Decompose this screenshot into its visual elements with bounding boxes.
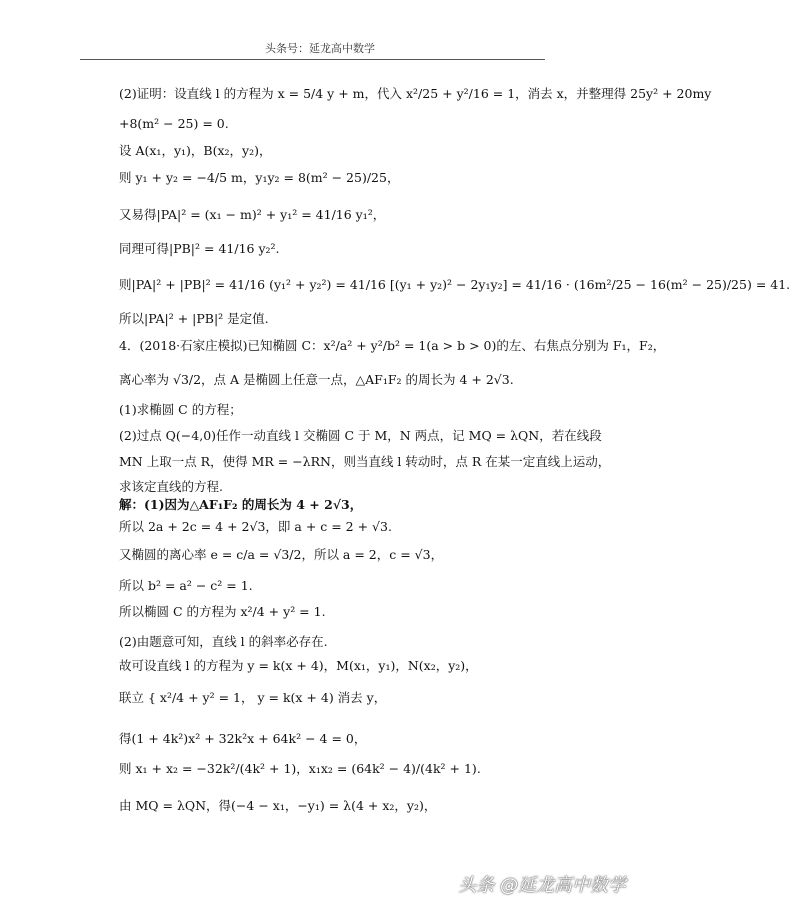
text-line: 所以椭圆 C 的方程为 x²/4 + y² = 1. [119, 604, 326, 619]
text-line: MN 上取一点 R，使得 MR = −λRN，则当直线 l 转动时，点 R 在某一定直线上运动， [119, 454, 611, 469]
text-line: 又易得|PA|² = (x₁ − m)² + y₁² = 41/16 y₁²， [119, 207, 386, 222]
watermark [458, 871, 626, 897]
text-line: 所以 b² = a² − c² = 1. [119, 578, 253, 593]
text-line: 联立 { x²/4 + y² = 1， y = k(x + 4) 消去 y， [119, 690, 387, 705]
text-line: 所以 2a + 2c = 4 + 2√3，即 a + c = 2 + √3. [119, 519, 392, 534]
text-line: 设 A(x₁，y₁)，B(x₂，y₂)， [119, 143, 272, 158]
text-line: 4．(2018·石家庄模拟)已知椭圆 C：x²/a² + y²/b² = 1(a > b > 0)的左、右焦点分别为 F₁，F₂， [119, 338, 666, 353]
text-line: 故可设直线 l 的方程为 y = k(x + 4)，M(x₁，y₁)，N(x₂，y₂)， [119, 658, 478, 673]
text-line: 得(1 + 4k²)x² + 32k²x + 64k² − 4 = 0， [119, 731, 367, 746]
text-line: 离心率为 √3/2，点 A 是椭圆上任意一点，△AF₁F₂ 的周长为 4 + 2√3. [119, 372, 514, 387]
watermark-text: 头条 @延龙高中数学 [458, 875, 626, 896]
text-line: (2)由题意可知，直线 l 的斜率必存在. [119, 634, 328, 649]
text-line: (1)求椭圆 C 的方程； [119, 402, 242, 417]
text-line: (2)证明：设直线 l 的方程为 x = 5/4 y + m，代入 x²/25 + y²/16 = 1，消去 x，并整理得 25y² + 20my [119, 86, 712, 101]
text-line: (2)过点 Q(−4,0)任作一动直线 l 交椭圆 C 于 M，N 两点，记 MQ = λQN，若在线段 [119, 428, 602, 443]
text-line: +8(m² − 25) = 0. [119, 116, 229, 131]
text-line: 所以|PA|² + |PB|² 是定值. [119, 311, 269, 326]
text-line: 则|PA|² + |PB|² = 41/16 (y₁² + y₂²) = 41/16 [(y₁ + y₂)² − 2y₁y₂] = 41/16 · (16m²/25 − 16(m² − 25)/25) = 41. [119, 277, 790, 292]
text-line: 解：(1)因为△AF₁F₂ 的周长为 4 + 2√3， [119, 497, 363, 512]
page-header: 头条号：延龙高中数学 [265, 42, 375, 55]
text-line: 则 x₁ + x₂ = −32k²/(4k² + 1)，x₁x₂ = (64k² − 4)/(4k² + 1). [119, 761, 481, 776]
text-line: 求该定直线的方程. [119, 479, 223, 494]
text-line: 由 MQ = λQN，得(−4 − x₁，−y₁) = λ(4 + x₂，y₂)， [119, 798, 437, 813]
text-line: 同理可得|PB|² = 41/16 y₂². [119, 241, 280, 256]
text-line: 又椭圆的离心率 e = c/a = √3/2，所以 a = 2，c = √3， [119, 547, 444, 562]
text-line: 则 y₁ + y₂ = −4/5 m，y₁y₂ = 8(m² − 25)/25， [119, 170, 400, 185]
header-divider [80, 59, 545, 60]
